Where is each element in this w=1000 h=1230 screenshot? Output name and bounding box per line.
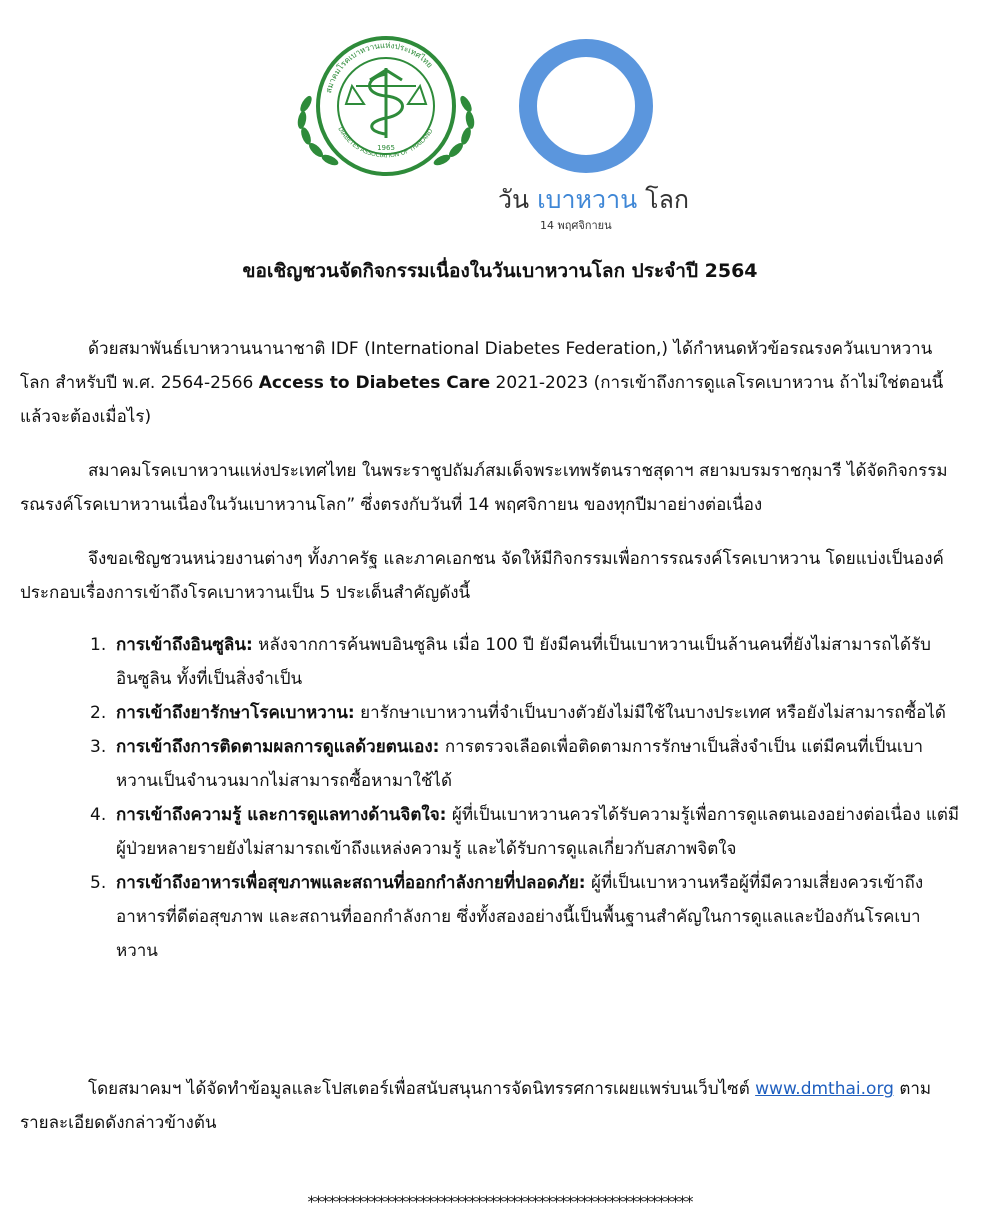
list-item <box>90 628 960 696</box>
paragraph-2 <box>20 454 956 522</box>
item-heading: การเข้าถึงความรู้ และการดูแลทางด้านจิตใจ: <box>116 805 447 825</box>
world-diabetes-day-wordmark <box>498 180 690 220</box>
para1-bold: Access to Diabetes Care <box>258 373 491 393</box>
item-number: 5. <box>90 873 107 893</box>
wdd-word2: เบาหวาน <box>537 185 638 214</box>
seal-text-en: DIABETES ASSOCIATION OF THAILAND <box>336 125 435 160</box>
list-item <box>90 866 960 968</box>
seal-year: 1965 <box>377 144 395 152</box>
access-list <box>90 628 960 968</box>
list-item <box>90 798 960 866</box>
website-link[interactable]: www.dmthai.org <box>755 1079 894 1099</box>
wdd-word3: โลก <box>645 185 690 214</box>
list-item <box>90 730 960 798</box>
association-seal-logo <box>290 34 482 184</box>
item-body: หลังจากการค้นพบอินซูลิน เมื่อ 100 ปี ยังมีคนที่เป็นเบาหวานเป็นล้านคนที่ยังไม่สามารถได้รับ อินซูลิน ทั้งที่เป็นสิ่งจำเป็น <box>116 635 931 689</box>
item-number: 1. <box>90 635 107 655</box>
wdd-date: 14 พฤศจิกายน <box>540 219 612 232</box>
para1-text2: 2021-2023 (การเข้าถึงการดูแลโรคเบาหวาน ถ้าไม่ใช่ตอนนี้ แล้วจะต้องเมื่อไร) <box>20 373 944 427</box>
para2-text: สมาคมโรคเบาหวานแห่งประเทศไทย ในพระราชูปถัมภ์สมเด็จพระเทพรัตนราชสุดาฯ สยามบรมราชกุมารี ได้จัดกิจกรรมรณรงค์โรคเบาหวานเนื่องในวันเบาหวานโลก” ซึ่งตรงกับวันที่ 14 พฤศจิกายน ของทุกปีมาอย่างต่อเนื่อง <box>20 461 948 515</box>
item-body: ผู้ที่เป็นเบาหวานหรือผู้ที่มีความเสี่ยงควรเข้าถึงอาหารที่ดีต่อสุขภาพ และสถานที่ออกกำลังกาย ซึ่งทั้งสองอย่างนี้เป็นพื้นฐานสำคัญในการดูแลและป้องกันโรคเบาหวาน <box>116 873 924 961</box>
item-number: 2. <box>90 703 107 723</box>
header <box>0 30 1000 232</box>
para3-text: จึงขอเชิญชวนหน่วยงานต่างๆ ทั้งภาครัฐ และภาคเอกชน จัดให้มีกิจกรรมเพื่อการรณรงค์โรคเบาหวาน โดยแบ่งเป็นองค์ประกอบเรื่องการเข้าถึงโรคเบาหวานเป็น 5 ประเด็นสำคัญดังนี้ <box>20 549 944 603</box>
paragraph-1 <box>20 332 956 434</box>
blue-circle-logo <box>516 36 656 176</box>
item-body: การตรวจเลือดเพื่อติดตามการรักษาเป็นสิ่งจำเป็น แต่มีคนที่เป็นเบาหวานเป็นจำนวนมากไม่สามารถซื้อหามาใช้ได้ <box>116 737 924 791</box>
paragraph-3 <box>20 542 956 610</box>
seal-text-top: สมาคมโรคเบาหวานแห่งประเทศไทย <box>324 40 435 95</box>
page-title: ขอเชิญชวนจัดกิจกรรมเนื่องในวันเบาหวานโลก ประจำปี 2564 <box>242 260 758 282</box>
para1-text1: ด้วยสมาพันธ์เบาหวานนานาชาติ IDF (International Diabetes Federation,) ได้กำหนดหัวข้อรณรงควันเบาหวานโลก สำหรับปี พ.ศ. 2564-2566 <box>20 339 933 393</box>
item-number: 3. <box>90 737 107 757</box>
list-item <box>90 696 960 730</box>
wdd-word1: วัน <box>498 185 530 214</box>
para4-text2: ตามรายละเอียดดังกล่าวข้างต้น <box>20 1079 932 1133</box>
item-heading: การเข้าถึงอินซูลิน: <box>116 635 253 655</box>
paragraph-4 <box>20 1072 956 1140</box>
item-body: ยารักษาเบาหวานที่จำเป็นบางตัวยังไม่มีใช้ในบางประเทศ หรือยังไม่สามารถซื้อได้ <box>354 703 946 723</box>
para4-text: โดยสมาคมฯ ได้จัดทำข้อมูลและโปสเตอร์เพื่อสนับสนุนการจัดนิทรรศการเผยแพร่บนเว็บไซต์ <box>88 1079 756 1099</box>
item-heading: การเข้าถึงยารักษาโรคเบาหวาน: <box>116 703 355 723</box>
footer-divider-stars: ******************************************************* <box>307 1192 693 1211</box>
item-number: 4. <box>90 805 107 825</box>
item-body: ผู้ที่เป็นเบาหวานควรได้รับความรู้เพื่อการดูแลตนเองอย่างต่อเนื่อง แต่มีผู้ป่วยหลายรายยังไม่สามารถเข้าถึงแหล่งความรู้ และได้รับการดูแลเกี่ยวกับสภาพจิตใจ <box>116 805 960 859</box>
item-heading: การเข้าถึงการติดตามผลการดูแลด้วยตนเอง: <box>116 737 440 757</box>
item-heading: การเข้าถึงอาหารเพื่อสุขภาพและสถานที่ออกกำลังกายที่ปลอดภัย: <box>116 873 586 893</box>
